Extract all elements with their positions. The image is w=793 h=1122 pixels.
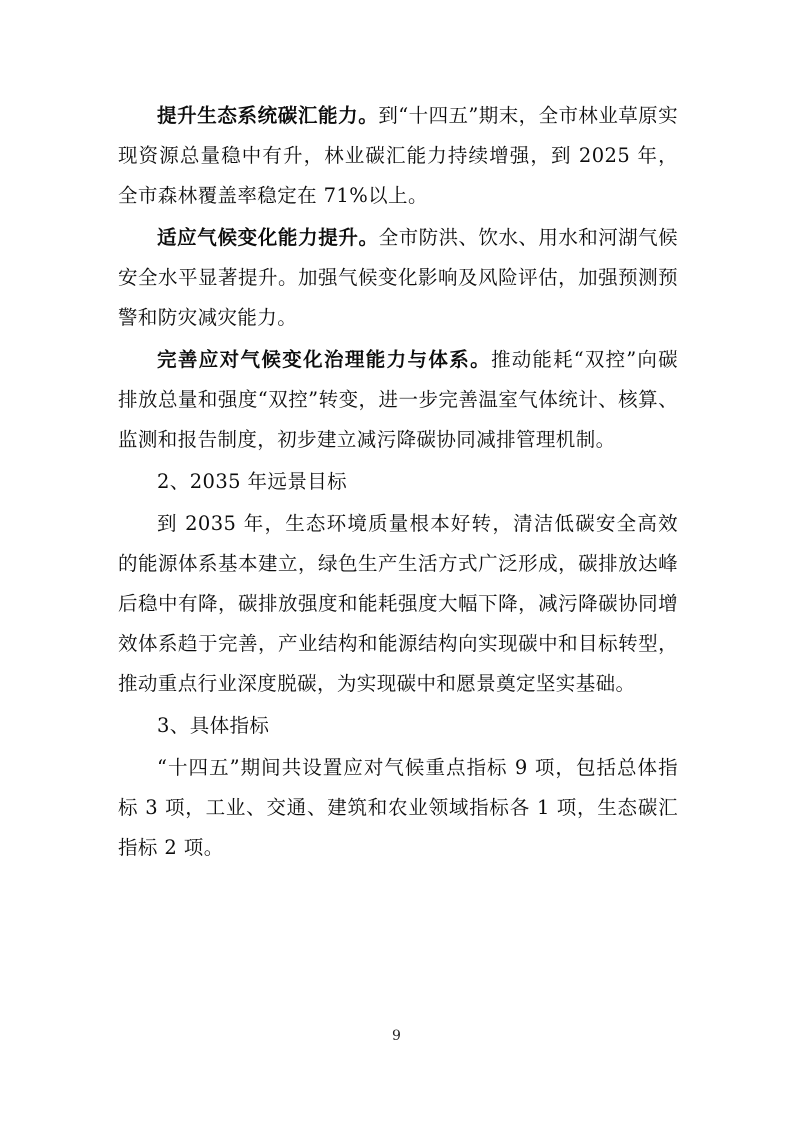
paragraph-text-adaptation: 全市防洪、饮水、用水和河湖气候安全水平显著提升。加强气候变化影响及风险评估，加强预测预警和防灾减灾能力。 [118,225,678,329]
page-body [118,96,678,870]
paragraph-lead-adaptation: 适应气候变化能力提升。 [157,225,379,249]
paragraph-text-governance: 推动能耗“双控”向碳排放总量和强度“双控”转变，进一步完善温室气体统计、核算、监测和报告制度，初步建立减污降碳协同减排管理机制。 [118,347,678,451]
paragraph-text-indicators: “十四五”期间共设置应对气候重点指标 9 项，包括总体指标 3 项，工业、交通、建筑和农业领域指标各 1 项，生态碳汇指标 2 项。 [118,755,678,859]
paragraph-carbon-sink [118,96,678,216]
heading-2035-vision [118,462,678,502]
paragraph-governance [118,340,678,460]
heading-indicators-text: 3、具体指标 [157,713,270,737]
paragraph-indicators [118,748,678,868]
paragraph-text-2035-vision: 到 2035 年，生态环境质量根本好转，清洁低碳安全高效的能源体系基本建立，绿色生产生活方式广泛形成，碳排放达峰后稳中有降，碳排放强度和能耗强度大幅下降，减污降碳协同增效体系趋于完善，产业结构和能源结构向实现碳中和目标转型，推动重点行业深度脱碳，为实现碳中和愿景奠定坚实基础。 [118,511,678,695]
page-number: 9 [392,1028,401,1044]
paragraph-lead-governance: 完善应对气候变化治理能力与体系。 [157,347,492,371]
paragraph-2035-vision [118,504,678,704]
paragraph-adaptation [118,218,678,338]
heading-2035-vision-text: 2、2035 年远景目标 [157,469,348,493]
paragraph-lead-carbon-sink: 提升生态系统碳汇能力。 [157,104,379,127]
heading-indicators [118,706,678,746]
paragraph-text-carbon-sink: 到“十四五”期末，全市林业草原实现资源总量稳中有升，林业碳汇能力持续增强，到 2025 年，全市森林覆盖率稳定在 71%以上。 [118,104,678,207]
